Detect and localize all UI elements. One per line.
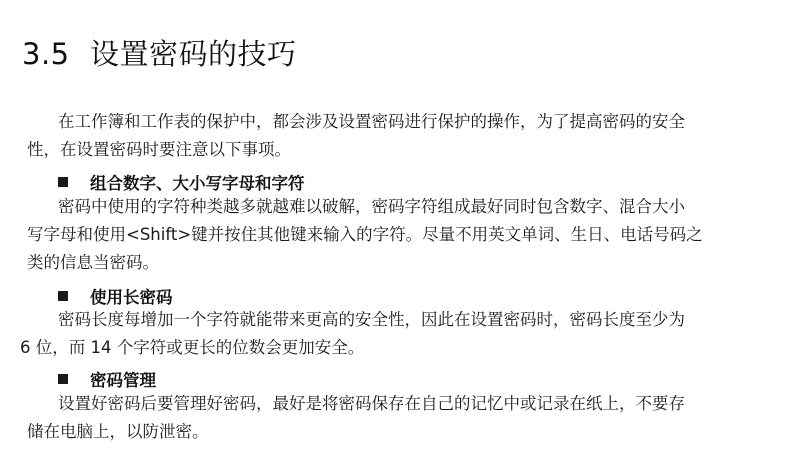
square-bullet-icon [58, 291, 68, 301]
long-password-paragraph [0, 306, 800, 362]
square-bullet-icon [58, 374, 68, 384]
subheading-text: 使用长密码 [90, 288, 173, 307]
paragraph-line: 性，在设置密码时要注意以下事项。 [27, 140, 291, 159]
subheading-character-mix [58, 170, 305, 194]
paragraph-line: 6 位，而 14 个字符或更长的位数会更加安全。 [20, 338, 365, 357]
intro-paragraph [0, 108, 800, 164]
paragraph-line: 密码长度每增加一个字符就能带来更高的安全性，因此在设置密码时，密码长度至少为 [58, 310, 685, 329]
paragraph-line: 类的信息当密码。 [27, 253, 159, 272]
subheading-password-management [58, 367, 156, 391]
section-number: 3.5 [22, 37, 70, 71]
square-bullet-icon [58, 177, 68, 187]
subheading-long-password [58, 284, 173, 308]
section-title [22, 32, 297, 73]
paragraph-line: 储在电脑上，以防泄密。 [27, 422, 209, 441]
paragraph-line: 密码中使用的字符种类越多就越难以破解，密码字符组成最好同时包含数字、混合大小 [58, 197, 685, 216]
paragraph-line: 在工作簿和工作表的保护中，都会涉及设置密码进行保护的操作，为了提高密码的安全 [58, 112, 685, 131]
section-title-text: 设置密码的技巧 [90, 37, 297, 71]
subheading-text: 组合数字、大小写字母和字符 [90, 174, 305, 193]
password-management-paragraph [0, 390, 800, 446]
character-mix-paragraph [0, 193, 800, 277]
paragraph-line: 写字母和使用<Shift>键并按住其他键来输入的字符。尽量不用英文单词、生日、电话号码之 [27, 225, 703, 244]
paragraph-line: 设置好密码后要管理好密码，最好是将密码保存在自己的记忆中或记录在纸上，不要存 [58, 394, 685, 413]
subheading-text: 密码管理 [90, 371, 156, 390]
